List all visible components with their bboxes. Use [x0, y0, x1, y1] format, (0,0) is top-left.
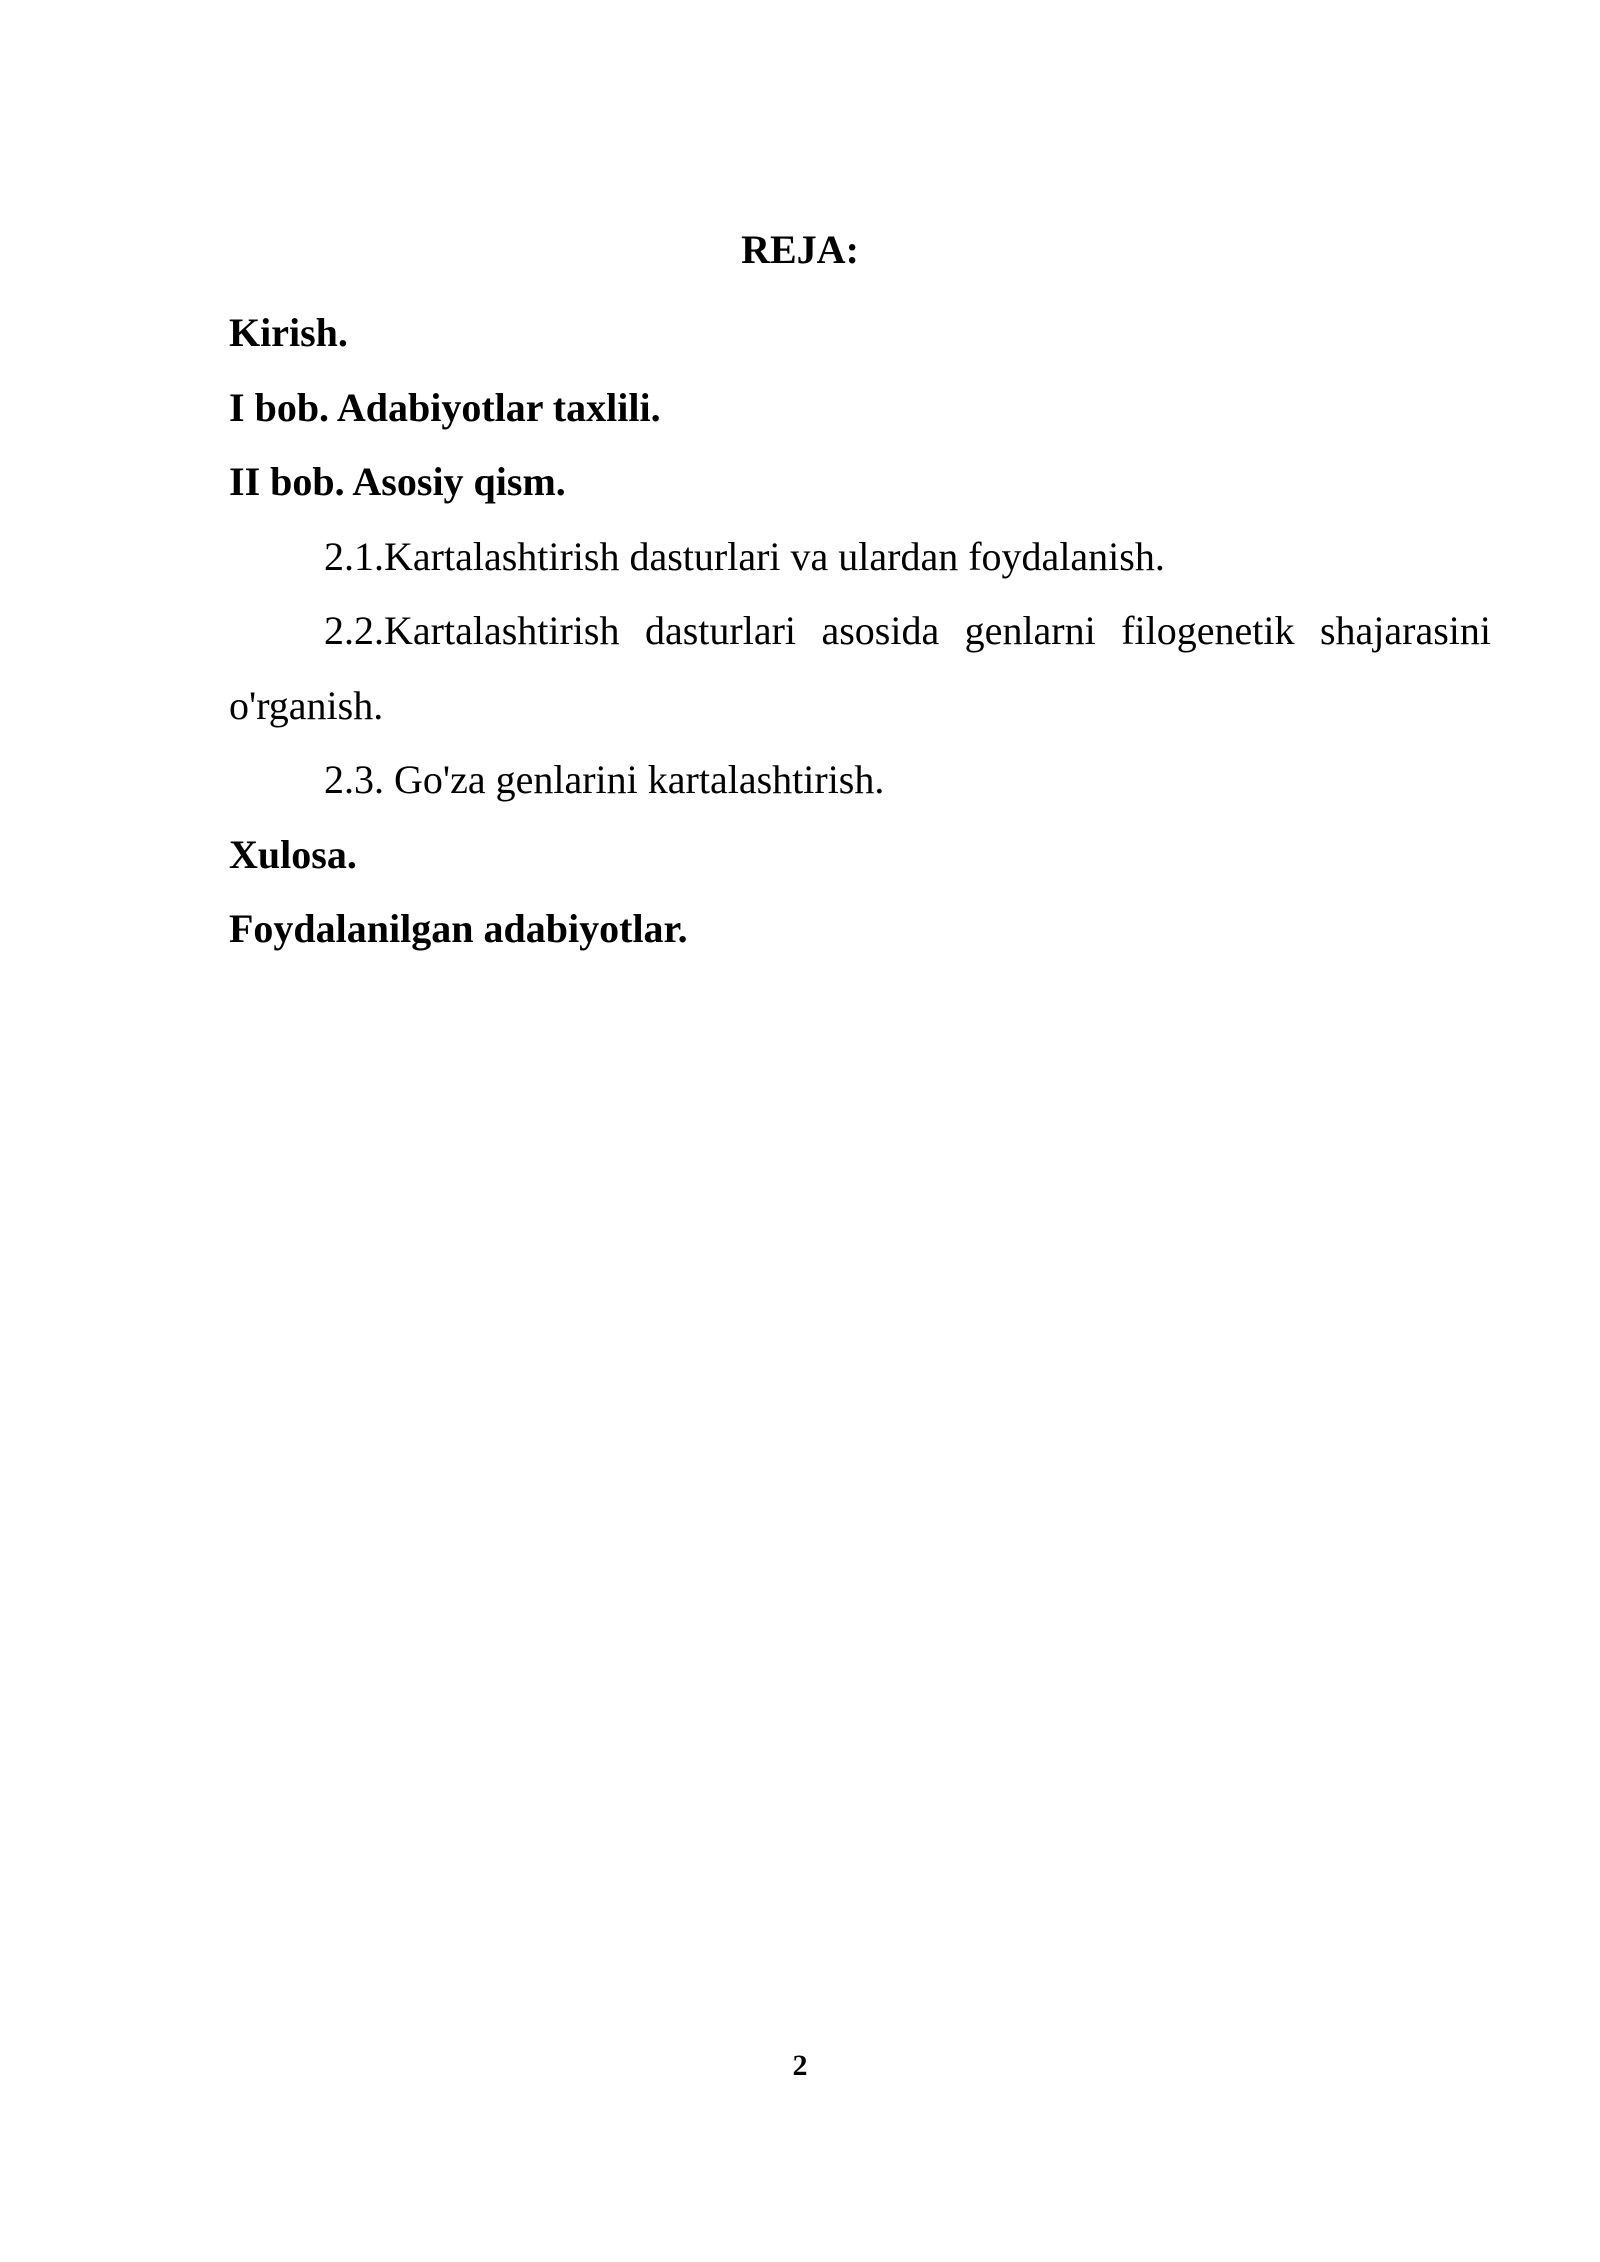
toc-item-conclusion: Xulosa.	[229, 831, 357, 877]
toc-item-chapter-1: I bob. Adabiyotlar taxlili.	[229, 384, 661, 430]
toc-subitem-2-1: 2.1.Kartalashtirish dasturlari va ulardan foydalanish.	[324, 533, 1165, 579]
toc-subitem-2-3: 2.3. Go'za genlarini kartalashtirish.	[324, 757, 885, 802]
table-of-contents	[229, 296, 1491, 967]
toc-item-introduction: Kirish.	[229, 310, 348, 355]
plan-heading: REJA:	[741, 227, 859, 272]
toc-subitem-2-2: 2.2.Kartalashtirish dasturlari asosida genlarni filogenetik shajarasini o'rganish.	[229, 608, 1491, 728]
toc-item-chapter-2: II bob. Asosiy qism.	[229, 459, 566, 504]
page-number: 2	[792, 2049, 808, 2082]
toc-item-references: Foydalanilgan adabiyotlar.	[229, 906, 688, 951]
